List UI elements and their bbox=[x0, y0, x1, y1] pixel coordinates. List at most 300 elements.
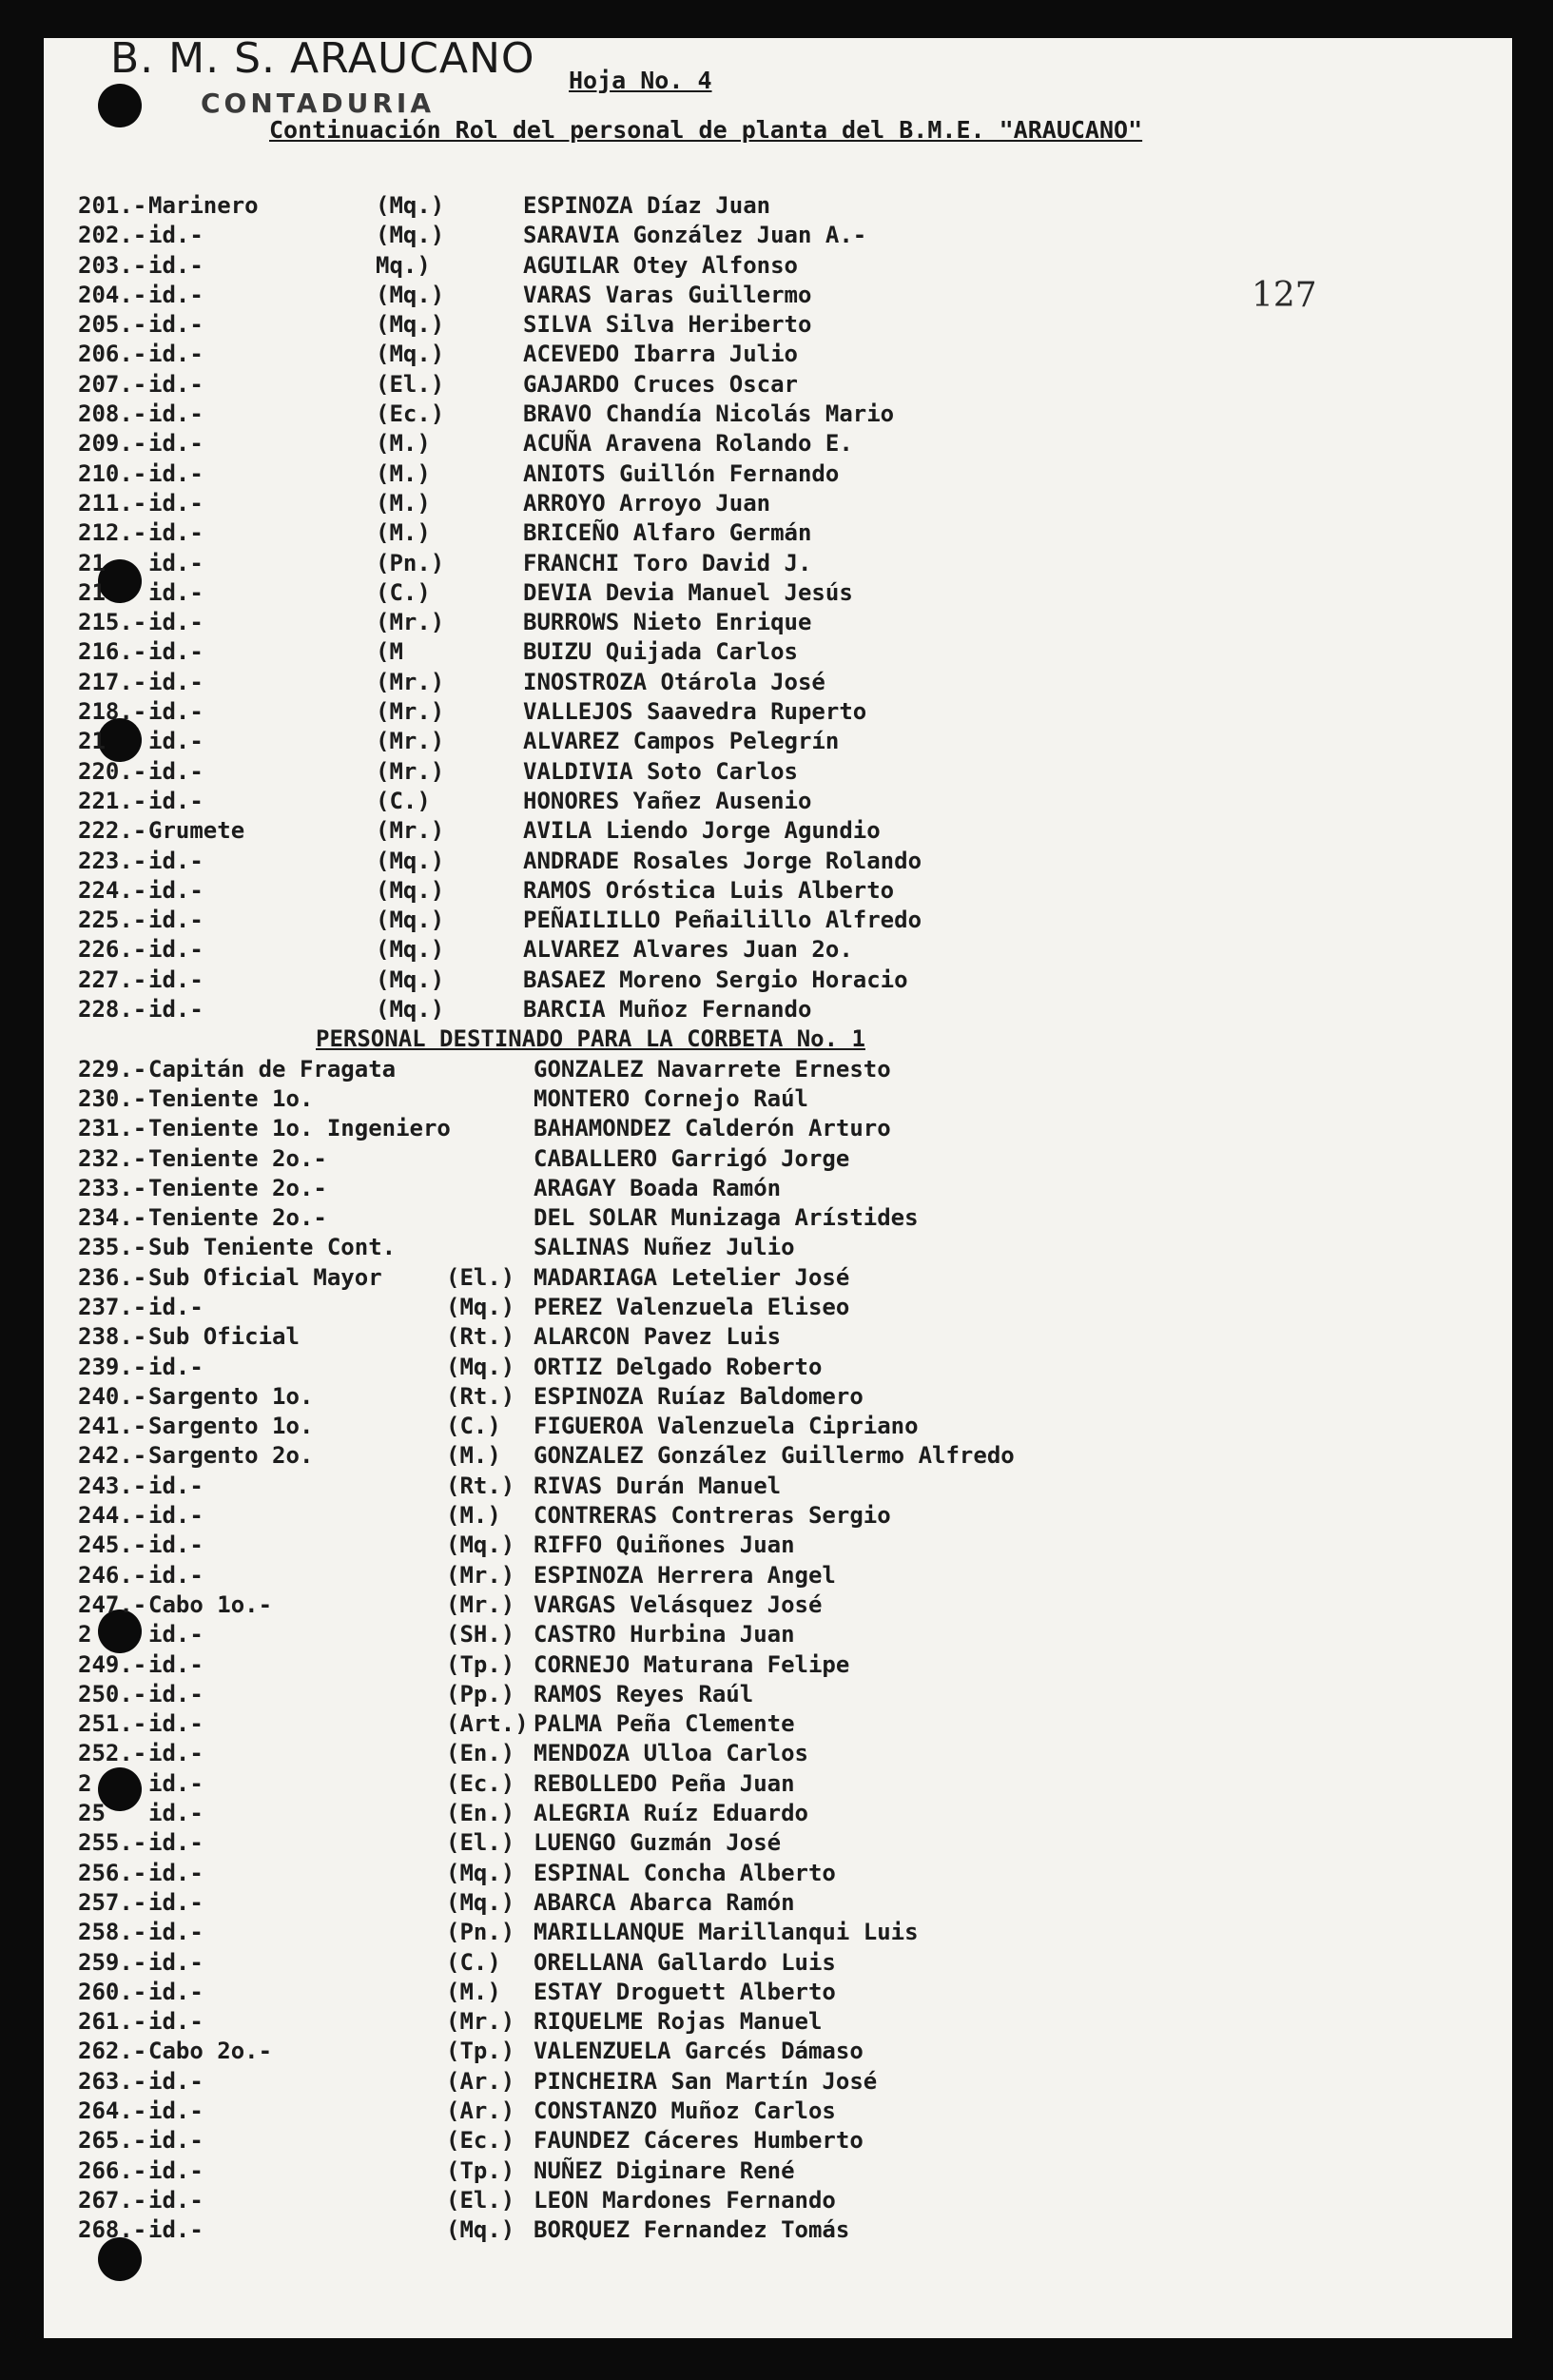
entry-name: RAMOS Reyes Raúl bbox=[534, 1680, 754, 1707]
roster-entry bbox=[44, 311, 1512, 341]
entry-number: 241.- bbox=[78, 1413, 147, 1440]
entry-rank: Teniente 1o. bbox=[148, 1084, 314, 1112]
roster-entry bbox=[44, 1413, 1512, 1442]
entry-rank: id.- bbox=[148, 1978, 204, 2005]
entry-rank: id.- bbox=[148, 430, 204, 458]
entry-name: ACEVEDO Ibarra Julio bbox=[523, 341, 798, 368]
entry-department: (Ec.) bbox=[376, 400, 445, 428]
entry-name: CABALLERO Garrigó Jorge bbox=[534, 1144, 850, 1172]
entry-department: (Mq.) bbox=[376, 876, 445, 904]
entry-rank: id.- bbox=[148, 1293, 204, 1320]
entry-department: (Ar.) bbox=[446, 2067, 515, 2095]
entry-name: BUIZU Quijada Carlos bbox=[523, 638, 798, 666]
entry-rank: id.- bbox=[148, 1561, 204, 1589]
entry-department: (M.) bbox=[446, 1502, 501, 1530]
entry-rank: id.- bbox=[148, 847, 204, 874]
entry-department: (Mr.) bbox=[376, 817, 445, 845]
entry-number: 224.- bbox=[78, 876, 147, 904]
entry-number: 249.- bbox=[78, 1650, 147, 1678]
entry-rank: Sub Oficial Mayor bbox=[148, 1263, 382, 1291]
punch-hole bbox=[98, 84, 142, 127]
entry-department: (Mq.) bbox=[446, 1859, 515, 1886]
entry-name: ALVAREZ Campos Pelegrín bbox=[523, 728, 840, 755]
entry-department: (Mq.) bbox=[376, 907, 445, 934]
entry-department: (M.) bbox=[446, 1442, 501, 1470]
roster-entry bbox=[44, 1949, 1512, 1979]
entry-name: FRANCHI Toro David J. bbox=[523, 549, 812, 576]
entry-number: 221.- bbox=[78, 787, 147, 814]
entry-number: 260.- bbox=[78, 1978, 147, 2005]
entry-rank: id.- bbox=[148, 1919, 204, 1946]
entry-rank: id.- bbox=[148, 936, 204, 964]
entry-number: 212.- bbox=[78, 519, 147, 547]
roster-entry bbox=[44, 2097, 1512, 2127]
entry-number: 256.- bbox=[78, 1859, 147, 1886]
entry-name: CORNEJO Maturana Felipe bbox=[534, 1650, 850, 1678]
entry-name: ABARCA Abarca Ramón bbox=[534, 1888, 795, 1916]
entry-rank: id.- bbox=[148, 787, 204, 814]
entry-number: 251.- bbox=[78, 1710, 147, 1738]
entry-rank: id.- bbox=[148, 281, 204, 308]
entry-rank: id.- bbox=[148, 996, 204, 1024]
entry-number: 250.- bbox=[78, 1680, 147, 1707]
entry-name: RAMOS Oróstica Luis Alberto bbox=[523, 876, 895, 904]
entry-number: 209.- bbox=[78, 430, 147, 458]
roster-entry bbox=[44, 430, 1512, 459]
roster-entry bbox=[44, 1710, 1512, 1740]
entry-number: 252.- bbox=[78, 1740, 147, 1767]
roster-entry bbox=[44, 1591, 1512, 1621]
document-title: Continuación Rol del personal de planta del B.M.E. "ARAUCANO" bbox=[269, 116, 1143, 144]
roster-entry bbox=[44, 2216, 1512, 2246]
roster-entry bbox=[44, 1204, 1512, 1234]
roster-entry bbox=[44, 2008, 1512, 2038]
roster-entry bbox=[44, 907, 1512, 936]
roster-entry bbox=[44, 788, 1512, 817]
roster-entry bbox=[44, 728, 1512, 757]
roster-entry bbox=[44, 2038, 1512, 2067]
entry-rank: id.- bbox=[148, 1859, 204, 1886]
entry-rank: id.- bbox=[148, 578, 204, 606]
entry-number: 231.- bbox=[78, 1115, 147, 1142]
roster-entry bbox=[44, 2068, 1512, 2097]
roster-entry bbox=[44, 1800, 1512, 1829]
entry-name: ESPINAL Concha Alberto bbox=[534, 1859, 836, 1886]
roster-entry bbox=[44, 341, 1512, 370]
entry-name: MARILLANQUE Marillanqui Luis bbox=[534, 1919, 919, 1946]
sheet-number: Hoja No. 4 bbox=[569, 67, 712, 94]
entry-rank: Teniente 2o.- bbox=[148, 1174, 327, 1201]
entry-rank: id.- bbox=[148, 2186, 204, 2214]
entry-number: 243.- bbox=[78, 1472, 147, 1499]
roster-entry bbox=[44, 579, 1512, 609]
entry-name: BAHAMONDEZ Calderón Arturo bbox=[534, 1115, 891, 1142]
entry-name: PEREZ Valenzuela Eliseo bbox=[534, 1293, 850, 1320]
entry-department: (Mq.) bbox=[446, 2216, 515, 2244]
entry-number: 228.- bbox=[78, 996, 147, 1024]
entry-rank: id.- bbox=[148, 1888, 204, 1916]
entry-department: (Pn.) bbox=[376, 549, 445, 576]
entry-name: ALEGRIA Ruíz Eduardo bbox=[534, 1800, 808, 1827]
entry-name: ESPINOZA Herrera Angel bbox=[534, 1561, 836, 1589]
entry-department: (C.) bbox=[446, 1948, 501, 1976]
entry-rank: Grumete bbox=[148, 817, 245, 845]
entry-number: 235.- bbox=[78, 1234, 147, 1261]
entry-department: (En.) bbox=[446, 1800, 515, 1827]
roster-entry bbox=[44, 1234, 1512, 1263]
roster-entry bbox=[44, 282, 1512, 311]
entry-name: ESPINOZA Díaz Juan bbox=[523, 192, 771, 219]
entry-department: (Mq.) bbox=[446, 1293, 515, 1320]
entry-name: ESPINOZA Ruíaz Baldomero bbox=[534, 1382, 864, 1410]
entry-name: SARAVIA González Juan A.- bbox=[523, 222, 867, 249]
entry-number: 206.- bbox=[78, 341, 147, 368]
entry-number: 266.- bbox=[78, 2156, 147, 2184]
entry-number: 255.- bbox=[78, 1829, 147, 1857]
entry-name: LEON Mardones Fernando bbox=[534, 2186, 836, 2214]
entry-department: (Ec.) bbox=[446, 2127, 515, 2155]
entry-department: (Mq.) bbox=[376, 341, 445, 368]
entry-department: (El.) bbox=[376, 370, 445, 398]
entry-department: (Mq.) bbox=[376, 311, 445, 339]
roster-entry bbox=[44, 817, 1512, 847]
roster-entry bbox=[44, 1919, 1512, 1948]
roster-entry bbox=[44, 2157, 1512, 2187]
roster-entry bbox=[44, 1115, 1512, 1144]
roster-entry bbox=[44, 1085, 1512, 1115]
entry-department: (Mr.) bbox=[376, 609, 445, 636]
entry-rank: id.- bbox=[148, 1650, 204, 1678]
roster-entry bbox=[44, 192, 1512, 222]
entry-department: (Mq.) bbox=[376, 966, 445, 993]
entry-number: 2 bbox=[78, 1769, 92, 1797]
roster-entry bbox=[44, 1264, 1512, 1294]
entry-rank: id.- bbox=[148, 757, 204, 785]
entry-department: (Mq.) bbox=[376, 222, 445, 249]
entry-number: 25 bbox=[78, 1800, 106, 1827]
entry-rank: id.- bbox=[148, 489, 204, 517]
roster-entry bbox=[44, 1323, 1512, 1353]
entry-name: VARAS Varas Guillermo bbox=[523, 281, 812, 308]
entry-rank: id.- bbox=[148, 341, 204, 368]
entry-rank: id.- bbox=[148, 1502, 204, 1530]
entry-department: (Tp.) bbox=[446, 2038, 515, 2065]
entry-rank: Marinero bbox=[148, 192, 259, 219]
entry-name: ACUÑA Aravena Rolando E. bbox=[523, 430, 853, 458]
entry-number: 268.- bbox=[78, 2216, 147, 2244]
entry-number: 239.- bbox=[78, 1353, 147, 1380]
entry-name: MENDOZA Ulloa Carlos bbox=[534, 1740, 808, 1767]
roster-entry bbox=[44, 490, 1512, 519]
entry-number: 225.- bbox=[78, 907, 147, 934]
accounting-stamp: CONTADURIA bbox=[201, 88, 436, 119]
entry-department: (Mr.) bbox=[376, 668, 445, 695]
roster-entry bbox=[44, 1056, 1512, 1085]
entry-number: 262.- bbox=[78, 2038, 147, 2065]
entry-department: (C.) bbox=[376, 578, 431, 606]
entry-rank: id.- bbox=[148, 907, 204, 934]
entry-rank: id.- bbox=[148, 311, 204, 339]
entry-rank: id.- bbox=[148, 1680, 204, 1707]
entry-number: 211.- bbox=[78, 489, 147, 517]
roster-entry bbox=[44, 1979, 1512, 2008]
roster-entry bbox=[44, 848, 1512, 877]
entry-department: (M.) bbox=[376, 519, 431, 547]
entry-name: NUÑEZ Diginare René bbox=[534, 2156, 795, 2184]
entry-name: ANIOTS Guillón Fernando bbox=[523, 459, 840, 487]
entry-department: (M.) bbox=[376, 430, 431, 458]
entry-name: BASAEZ Moreno Sergio Horacio bbox=[523, 966, 908, 993]
roster-entry bbox=[44, 966, 1512, 996]
entry-department: (Ar.) bbox=[446, 2097, 515, 2124]
entry-rank: id.- bbox=[148, 549, 204, 576]
entry-department: (El.) bbox=[446, 1829, 515, 1857]
entry-name: ARROYO Arroyo Juan bbox=[523, 489, 771, 517]
entry-rank: id.- bbox=[148, 1710, 204, 1738]
entry-department: (Rt.) bbox=[446, 1323, 515, 1351]
entry-rank: id.- bbox=[148, 251, 204, 279]
entry-rank: id.- bbox=[148, 2067, 204, 2095]
roster-entry bbox=[44, 1502, 1512, 1531]
entry-rank: Capitán de Fragata bbox=[148, 1055, 397, 1083]
entry-number: 226.- bbox=[78, 936, 147, 964]
entry-name: RIFFO Quiñones Juan bbox=[534, 1531, 795, 1559]
entry-rank: Cabo 1o.- bbox=[148, 1590, 273, 1618]
roster-entry bbox=[44, 2187, 1512, 2216]
entry-name: PALMA Peña Clemente bbox=[534, 1710, 795, 1738]
entry-rank: id.- bbox=[148, 1740, 204, 1767]
roster-entry bbox=[44, 936, 1512, 966]
entry-department: (Mq.) bbox=[376, 847, 445, 874]
roster-entry bbox=[44, 1860, 1512, 1889]
entry-name: VALENZUELA Garcés Dámaso bbox=[534, 2038, 864, 2065]
roster-entry bbox=[44, 1175, 1512, 1204]
entry-number: 233.- bbox=[78, 1174, 147, 1201]
roster-entry bbox=[44, 2127, 1512, 2156]
entry-rank: Teniente 2o.- bbox=[148, 1144, 327, 1172]
roster-entry bbox=[44, 1562, 1512, 1591]
entry-rank: id.- bbox=[148, 2008, 204, 2036]
entry-rank: id.- bbox=[148, 2156, 204, 2184]
entry-rank: Teniente 2o.- bbox=[148, 1204, 327, 1232]
roster-entry bbox=[44, 1383, 1512, 1413]
entry-name: LUENGO Guzmán José bbox=[534, 1829, 782, 1857]
entry-name: HONORES Yañez Ausenio bbox=[523, 787, 812, 814]
entry-rank: id.- bbox=[148, 2127, 204, 2155]
entry-number: 210.- bbox=[78, 459, 147, 487]
roster-entry bbox=[44, 222, 1512, 251]
roster-entry bbox=[44, 1354, 1512, 1383]
entry-number: 263.- bbox=[78, 2067, 147, 2095]
entry-number: 259.- bbox=[78, 1948, 147, 1976]
entry-department: (Rt.) bbox=[446, 1382, 515, 1410]
roster-entry bbox=[44, 996, 1512, 1025]
entry-department: (C.) bbox=[446, 1413, 501, 1440]
roster-entry bbox=[44, 1621, 1512, 1650]
entry-number: 240.- bbox=[78, 1382, 147, 1410]
entry-rank: Sargento 2o. bbox=[148, 1442, 314, 1470]
entry-name: AGUILAR Otey Alfonso bbox=[523, 251, 798, 279]
entry-name: ESTAY Droguett Alberto bbox=[534, 1978, 836, 2005]
entry-number: 229.- bbox=[78, 1055, 147, 1083]
entry-name: DEVIA Devia Manuel Jesús bbox=[523, 578, 853, 606]
entry-number: 232.- bbox=[78, 1144, 147, 1172]
entry-name: ORTIZ Delgado Roberto bbox=[534, 1353, 823, 1380]
entry-name: AVILA Liendo Jorge Agundio bbox=[523, 817, 881, 845]
entry-name: PEÑAILILLO Peñailillo Alfredo bbox=[523, 907, 922, 934]
roster-entry bbox=[44, 1681, 1512, 1710]
roster-entry bbox=[44, 698, 1512, 728]
entry-name: VALLEJOS Saavedra Ruperto bbox=[523, 698, 867, 726]
entry-rank: Sargento 1o. bbox=[148, 1382, 314, 1410]
entry-rank: id.- bbox=[148, 370, 204, 398]
section-heading bbox=[44, 1025, 1512, 1055]
roster-entry bbox=[44, 609, 1512, 638]
entry-department: (Art.) bbox=[446, 1710, 529, 1738]
entry-number: 247.- bbox=[78, 1590, 147, 1618]
entry-number: 223.- bbox=[78, 847, 147, 874]
entry-number: 207.- bbox=[78, 370, 147, 398]
entry-number: 21 bbox=[78, 728, 106, 755]
entry-rank: Teniente 1o. Ingeniero bbox=[148, 1115, 451, 1142]
entry-department: (Mq.) bbox=[446, 1353, 515, 1380]
entry-department: (El.) bbox=[446, 2186, 515, 2214]
entry-rank: Sub Oficial bbox=[148, 1323, 300, 1351]
entry-name: DEL SOLAR Munizaga Arístides bbox=[534, 1204, 919, 1232]
entry-department: (M bbox=[376, 638, 403, 666]
entry-number: 222.- bbox=[78, 817, 147, 845]
roster-entry bbox=[44, 1829, 1512, 1859]
entry-department: (Ec.) bbox=[446, 1769, 515, 1797]
roster-entry bbox=[44, 877, 1512, 907]
entry-name: CONTRERAS Contreras Sergio bbox=[534, 1502, 891, 1530]
roster-entry bbox=[44, 1473, 1512, 1502]
roster-entry bbox=[44, 400, 1512, 430]
entry-name: FAUNDEZ Cáceres Humberto bbox=[534, 2127, 864, 2155]
entry-rank: id.- bbox=[148, 698, 204, 726]
entry-department: (C.) bbox=[376, 787, 431, 814]
entry-number: 257.- bbox=[78, 1888, 147, 1916]
roster-entry bbox=[44, 1294, 1512, 1323]
entry-department: (Pn.) bbox=[446, 1919, 515, 1946]
entry-rank: id.- bbox=[148, 668, 204, 695]
entry-name: BRICEÑO Alfaro Germán bbox=[523, 519, 812, 547]
entry-number: 265.- bbox=[78, 2127, 147, 2155]
roster-entry bbox=[44, 1889, 1512, 1919]
entry-number: 242.- bbox=[78, 1442, 147, 1470]
entry-department: (M.) bbox=[446, 1978, 501, 2005]
roster-entry bbox=[44, 638, 1512, 668]
entry-name: FIGUEROA Valenzuela Cipriano bbox=[534, 1413, 919, 1440]
entry-rank: id.- bbox=[148, 400, 204, 428]
entry-department: (Mr.) bbox=[376, 698, 445, 726]
entry-rank: id.- bbox=[148, 1621, 204, 1648]
entry-department: (Mq.) bbox=[376, 996, 445, 1024]
roster-entry bbox=[44, 1770, 1512, 1800]
roster-entry bbox=[44, 1145, 1512, 1175]
entry-number: 21 bbox=[78, 549, 106, 576]
entry-name: ALARCON Pavez Luis bbox=[534, 1323, 782, 1351]
entry-rank: id.- bbox=[148, 1948, 204, 1976]
entry-name: PINCHEIRA San Martín José bbox=[534, 2067, 878, 2095]
entry-name: REBOLLEDO Peña Juan bbox=[534, 1769, 795, 1797]
entry-department: (Mq.) bbox=[376, 281, 445, 308]
entry-number: 227.- bbox=[78, 966, 147, 993]
entry-name: SALINAS Nuñez Julio bbox=[534, 1234, 795, 1261]
entry-name: BORQUEZ Fernandez Tomás bbox=[534, 2216, 850, 2244]
entry-name: VALDIVIA Soto Carlos bbox=[523, 757, 798, 785]
entry-name: CONSTANZO Muñoz Carlos bbox=[534, 2097, 836, 2124]
entry-rank: id.- bbox=[148, 728, 204, 755]
entry-number: 220.- bbox=[78, 757, 147, 785]
entry-number: 208.- bbox=[78, 400, 147, 428]
entry-number: 264.- bbox=[78, 2097, 147, 2124]
entry-rank: id.- bbox=[148, 876, 204, 904]
personnel-roster bbox=[44, 192, 1512, 2246]
entry-rank: id.- bbox=[148, 966, 204, 993]
entry-department: (Mr.) bbox=[446, 1561, 515, 1589]
entry-rank: id.- bbox=[148, 1769, 204, 1797]
entry-number: 230.- bbox=[78, 1084, 147, 1112]
entry-name: ALVAREZ Alvares Juan 2o. bbox=[523, 936, 853, 964]
entry-number: 2 bbox=[78, 1621, 92, 1648]
entry-department: (M.) bbox=[376, 459, 431, 487]
entry-department: (En.) bbox=[446, 1740, 515, 1767]
entry-number: 246.- bbox=[78, 1561, 147, 1589]
entry-department: (Mr.) bbox=[376, 728, 445, 755]
entry-number: 258.- bbox=[78, 1919, 147, 1946]
entry-number: 21 bbox=[78, 578, 106, 606]
entry-name: GAJARDO Cruces Oscar bbox=[523, 370, 798, 398]
entry-department: Mq.) bbox=[376, 251, 431, 279]
entry-rank: id.- bbox=[148, 1829, 204, 1857]
entry-name: MONTERO Cornejo Raúl bbox=[534, 1084, 808, 1112]
roster-entry bbox=[44, 758, 1512, 788]
roster-entry bbox=[44, 1442, 1512, 1472]
entry-number: 234.- bbox=[78, 1204, 147, 1232]
ship-stamp: B. M. S. ARAUCANO bbox=[110, 38, 535, 83]
entry-rank: id.- bbox=[148, 1531, 204, 1559]
entry-rank: id.- bbox=[148, 1800, 204, 1827]
entry-name: BRAVO Chandía Nicolás Mario bbox=[523, 400, 895, 428]
entry-department: (Mr.) bbox=[446, 2008, 515, 2036]
entry-number: 215.- bbox=[78, 609, 147, 636]
entry-number: 244.- bbox=[78, 1502, 147, 1530]
entry-rank: id.- bbox=[148, 1353, 204, 1380]
entry-department: (Mq.) bbox=[446, 1531, 515, 1559]
document-page bbox=[44, 38, 1512, 2338]
entry-name: RIQUELME Rojas Manuel bbox=[534, 2008, 823, 2036]
entry-number: 204.- bbox=[78, 281, 147, 308]
entry-rank: id.- bbox=[148, 609, 204, 636]
entry-name: GONZALEZ González Guillermo Alfredo bbox=[534, 1442, 1015, 1470]
entry-name: BURROWS Nieto Enrique bbox=[523, 609, 812, 636]
roster-entry bbox=[44, 550, 1512, 579]
entry-name: ANDRADE Rosales Jorge Rolando bbox=[523, 847, 922, 874]
roster-entry bbox=[44, 1651, 1512, 1681]
entry-rank: id.- bbox=[148, 1472, 204, 1499]
roster-entry bbox=[44, 519, 1512, 549]
entry-number: 216.- bbox=[78, 638, 147, 666]
entry-rank: Sub Teniente Cont. bbox=[148, 1234, 397, 1261]
entry-rank: Sargento 1o. bbox=[148, 1413, 314, 1440]
entry-department: (Tp.) bbox=[446, 1650, 515, 1678]
roster-entry bbox=[44, 371, 1512, 400]
entry-department: (El.) bbox=[446, 1263, 515, 1291]
entry-department: (SH.) bbox=[446, 1621, 515, 1648]
roster-entry bbox=[44, 252, 1512, 282]
roster-entry bbox=[44, 1531, 1512, 1561]
